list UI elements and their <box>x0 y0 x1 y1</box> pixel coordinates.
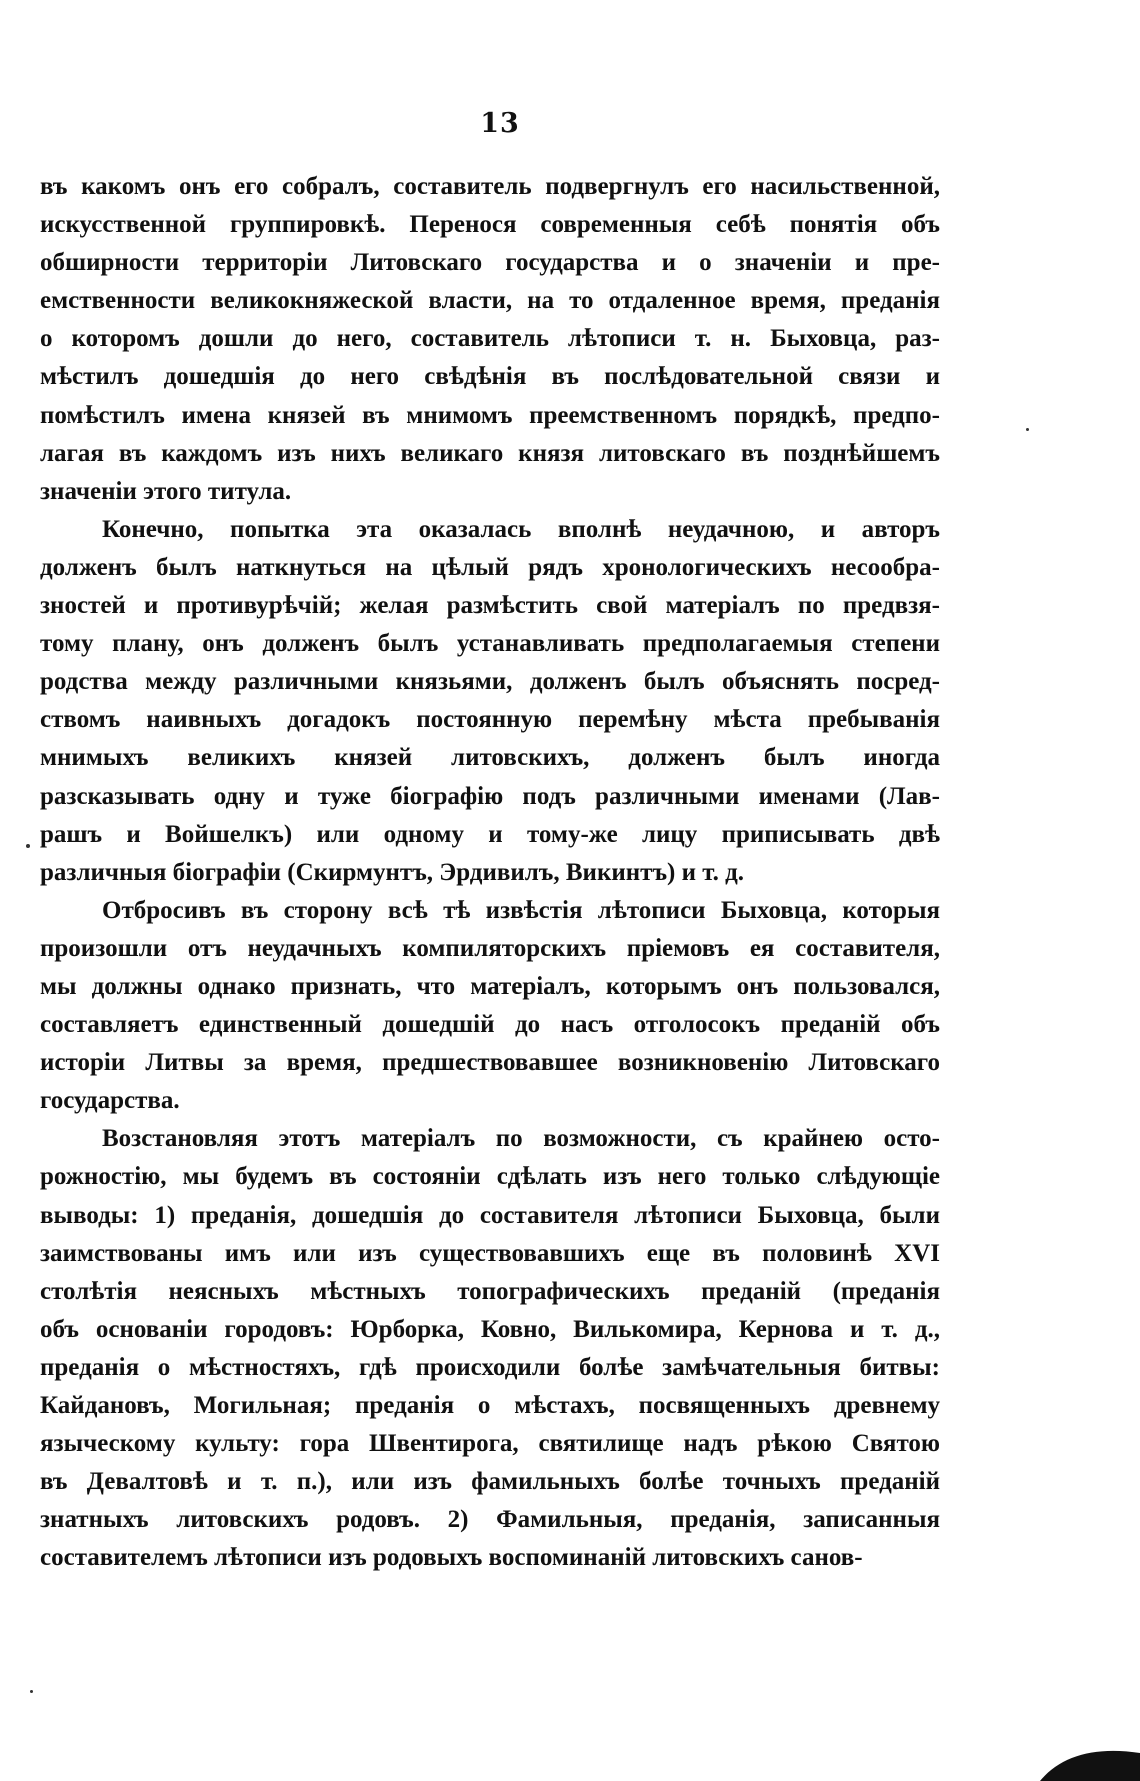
text-line: мѣстилъ дошедшія до него свѣдѣнія въ послѣдовательной связи и <box>40 363 940 391</box>
text-line: выводы: 1) преданія, дошедшія до составителя лѣтописи Быховца, были <box>40 1201 940 1229</box>
scan-speck <box>1026 428 1029 431</box>
text-line: преданія о мѣстностяхъ, гдѣ происходили болѣе замѣчательныя битвы: <box>40 1353 940 1381</box>
text-line: составителемъ лѣтописи изъ родовыхъ воспоминаній литовскихъ санов- <box>40 1544 863 1572</box>
text-line: мы должны однако признать, что матеріалъ, которымъ онъ пользовался, <box>40 972 940 1000</box>
text-line: ствомъ наивныхъ догадокъ постоянную перемѣну мѣста пребыванія <box>40 706 940 734</box>
text-line: исторіи Литвы за время, предшествовавшее возникновенію Литовскаго <box>40 1049 940 1077</box>
text-line: заимствованы имъ или изъ существовавшихъ еще въ половинѣ XVI <box>40 1239 940 1267</box>
paragraph <box>40 892 940 1121</box>
text-line: составляетъ единственный дошедшій до насъ отголосокъ преданій объ <box>40 1011 940 1039</box>
text-line: различныя біографіи (Скирмунтъ, Эрдивилъ, Викинтъ) и т. д. <box>40 858 745 886</box>
text-line: рашъ и Войшелкъ) или одному и тому-же лицу приписывать двѣ <box>40 820 940 848</box>
text-line: языческому культу: гора Швентирога, святилище надъ рѣкою Святою <box>40 1430 940 1458</box>
text-line: знатныхъ литовскихъ родовъ. 2) Фамильныя, преданія, записанныя <box>40 1506 940 1534</box>
text-line: Конечно, попытка эта оказалась вполнѣ неудачною, и авторъ <box>102 515 940 543</box>
page-number: 13 <box>480 108 520 139</box>
text-line: о которомъ дошли до него, составитель лѣтописи т. н. Быховца, раз- <box>40 325 940 353</box>
text-line: лагая въ каждомъ изъ нихъ великаго князя литовскаго въ позднѣйшемъ <box>40 439 940 467</box>
scan-speck <box>30 1690 33 1693</box>
text-line: значеніи этого титула. <box>40 477 292 505</box>
text-line: въ Девалтовѣ и т. п.), или изъ фамильныхъ болѣе точныхъ преданій <box>40 1468 940 1496</box>
text-line: мнимыхъ великихъ князей литовскихъ, долженъ былъ иногда <box>40 744 940 772</box>
page-corner-shadow <box>1040 1741 1140 1781</box>
text-line: разсказывать одну и туже біографію подъ различными именами (Лав- <box>40 782 940 810</box>
text-line: зностей и противурѣчій; желая размѣстить свой матеріалъ по предвзя- <box>40 592 940 620</box>
text-line: въ какомъ онъ его собралъ, составитель подвергнулъ его насильственной, <box>40 173 940 200</box>
scan-speck <box>26 844 30 848</box>
text-line: емственности великокняжеской власти, на то отдаленное время, преданія <box>40 287 940 315</box>
text-line: объ основаніи городовъ: Юрборка, Ковно, Вилькомира, Кернова и т. д., <box>40 1315 940 1343</box>
text-line: обширности территоріи Литовскаго государства и о значеніи и пре- <box>40 249 940 277</box>
text-line: столѣтія неясныхъ мѣстныхъ топографическихъ преданій (преданія <box>40 1277 940 1305</box>
text-line: помѣстилъ имена князей въ мнимомъ преемственномъ порядкѣ, предпо- <box>40 401 940 429</box>
text-line: родства между различными князьями, долженъ былъ объяснять посред- <box>40 668 940 696</box>
body-text <box>40 168 940 1577</box>
text-line: рожностію, мы будемъ въ состояніи сдѣлать изъ него только слѣдующіе <box>40 1163 940 1191</box>
text-line: Кайдановъ, Могильная; преданія о мѣстахъ, посвященныхъ древнему <box>40 1392 940 1419</box>
text-line: произошли отъ неудачныхъ компиляторскихъ пріемовъ ея составителя, <box>40 934 940 962</box>
text-line: Отбросивъ въ сторону всѣ тѣ извѣстія лѣтописи Быховца, которыя <box>102 896 940 924</box>
text-line: долженъ былъ наткнуться на цѣлый рядъ хронологическихъ несообра- <box>40 553 940 581</box>
text-line: искусственной группировкѣ. Перенося современныя себѣ понятія объ <box>40 211 940 239</box>
text-line: тому плану, онъ долженъ былъ устанавливать предполагаемыя степени <box>40 630 940 658</box>
paragraph <box>40 511 940 892</box>
text-line: государства. <box>40 1087 180 1115</box>
text-line: Возстановляя этотъ матеріалъ по возможности, съ крайнею осто- <box>102 1125 940 1153</box>
paragraph <box>40 168 940 511</box>
paragraph <box>40 1120 940 1577</box>
